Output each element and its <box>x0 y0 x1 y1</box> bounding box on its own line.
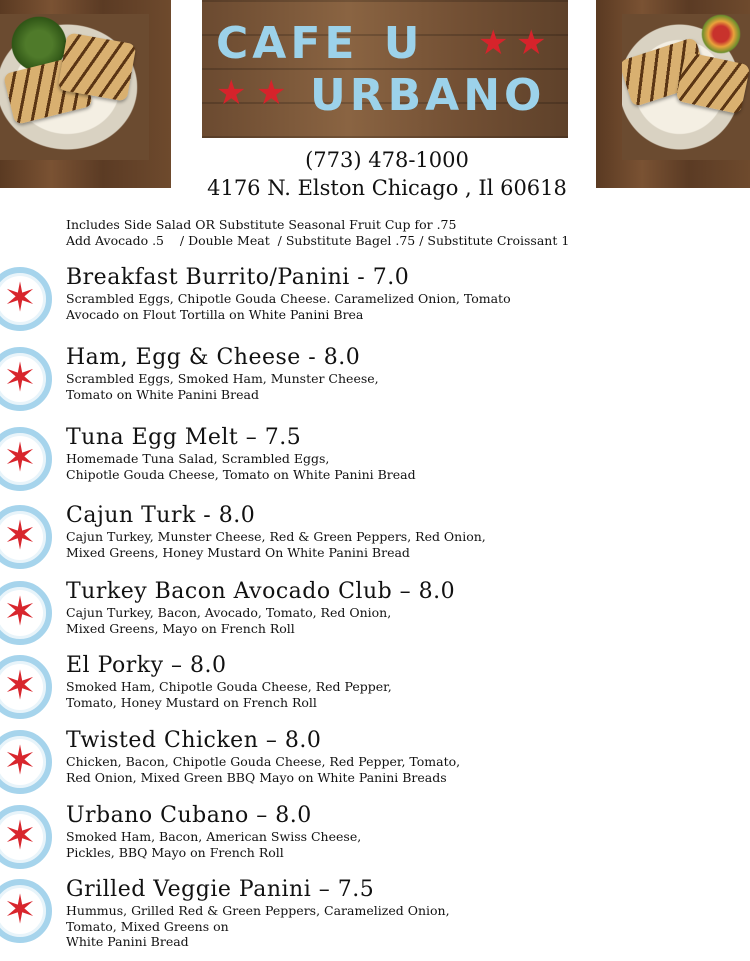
menu-item <box>0 425 750 509</box>
cafe-logo-sign <box>202 0 568 138</box>
logo-star-icon: ★ <box>516 23 547 63</box>
star-icon: ✶ <box>3 589 37 635</box>
star-icon: ✶ <box>3 435 37 481</box>
item-title: Urbano Cubano – 8.0 <box>66 803 312 828</box>
chicago-star-badge <box>0 427 52 491</box>
item-title: Turkey Bacon Avocado Club – 8.0 <box>66 579 456 604</box>
panini-image <box>57 32 136 101</box>
note-line: Add Avocado .5 / Double Meat / Substitute Bagel .75 / Substitute Croissant 1 <box>66 233 570 248</box>
food-photo-left <box>0 0 171 188</box>
item-description: Hummus, Grilled Red & Green Peppers, Caramelized Onion, Tomato, Mixed Greens on White Panini Bread <box>66 903 450 949</box>
menu-item <box>0 265 750 349</box>
item-description: Cajun Turkey, Munster Cheese, Red & Green Peppers, Red Onion, Mixed Greens, Honey Mustard On White Panini Bread <box>66 529 486 560</box>
fruit-image <box>696 14 746 54</box>
plate-image <box>622 14 750 160</box>
menu-item <box>0 579 750 663</box>
menu-item <box>0 728 750 812</box>
menu-item <box>0 803 750 887</box>
item-title: Ham, Egg & Cheese - 8.0 <box>66 345 361 370</box>
chicago-star-badge <box>0 505 52 569</box>
item-title: El Porky – 8.0 <box>66 653 227 678</box>
logo-text-cafe <box>216 18 424 69</box>
logo-star-icon: ★ <box>216 73 247 113</box>
chicago-star-badge <box>0 267 52 331</box>
logo-word-cafe: CAFE <box>216 18 359 69</box>
chicago-star-badge <box>0 805 52 869</box>
item-description: Smoked Ham, Chipotle Gouda Cheese, Red Pepper, Tomato, Honey Mustard on French Roll <box>66 679 392 710</box>
item-title: Twisted Chicken – 8.0 <box>66 728 322 753</box>
item-description: Scrambled Eggs, Chipotle Gouda Cheese. Caramelized Onion, Tomato Avocado on Flout Tortilla on White Panini Brea <box>66 291 511 322</box>
item-description: Smoked Ham, Bacon, American Swiss Cheese, Pickles, BBQ Mayo on French Roll <box>66 829 362 860</box>
phone-number: (773) 478-1000 <box>305 148 469 172</box>
star-icon: ✶ <box>3 887 37 933</box>
star-icon: ✶ <box>3 663 37 709</box>
logo-star-icon: ★ <box>256 73 287 113</box>
chicago-star-badge <box>0 581 52 645</box>
star-icon: ✶ <box>3 513 37 559</box>
logo-cup: U <box>383 18 424 69</box>
star-icon: ✶ <box>3 355 37 401</box>
item-title: Tuna Egg Melt – 7.5 <box>66 425 302 450</box>
star-icon: ✶ <box>3 813 37 859</box>
item-title: Grilled Veggie Panini – 7.5 <box>66 877 375 902</box>
item-description: Scrambled Eggs, Smoked Ham, Munster Cheese, Tomato on White Panini Bread <box>66 371 379 402</box>
item-description: Chicken, Bacon, Chipotle Gouda Cheese, Red Pepper, Tomato, Red Onion, Mixed Green BBQ Mayo on White Panini Breads <box>66 754 461 785</box>
menu-item <box>0 877 750 961</box>
chicago-star-badge <box>0 879 52 943</box>
address: 4176 N. Elston Chicago , Il 60618 <box>207 176 567 200</box>
logo-text-urbano: URBANO <box>310 70 546 121</box>
star-icon: ✶ <box>3 738 37 784</box>
item-title: Breakfast Burrito/Panini - 7.0 <box>66 265 410 290</box>
menu-item <box>0 653 750 737</box>
panini-image <box>676 52 750 115</box>
plate-image <box>0 14 149 160</box>
item-description: Cajun Turkey, Bacon, Avocado, Tomato, Red Onion, Mixed Greens, Mayo on French Roll <box>66 605 392 636</box>
menu-notes <box>66 217 750 249</box>
chicago-star-badge <box>0 730 52 794</box>
star-icon: ✶ <box>3 275 37 321</box>
menu-item <box>0 345 750 429</box>
item-title: Cajun Turk - 8.0 <box>66 503 256 528</box>
menu-item <box>0 503 750 587</box>
note-line: Includes Side Salad OR Substitute Seasonal Fruit Cup for .75 <box>66 217 457 232</box>
logo-star-icon: ★ <box>478 23 509 63</box>
item-description: Homemade Tuna Salad, Scrambled Eggs, Chipotle Gouda Cheese, Tomato on White Panini Bread <box>66 451 416 482</box>
chicago-star-badge <box>0 347 52 411</box>
food-photo-right <box>596 0 750 188</box>
chicago-star-badge <box>0 655 52 719</box>
